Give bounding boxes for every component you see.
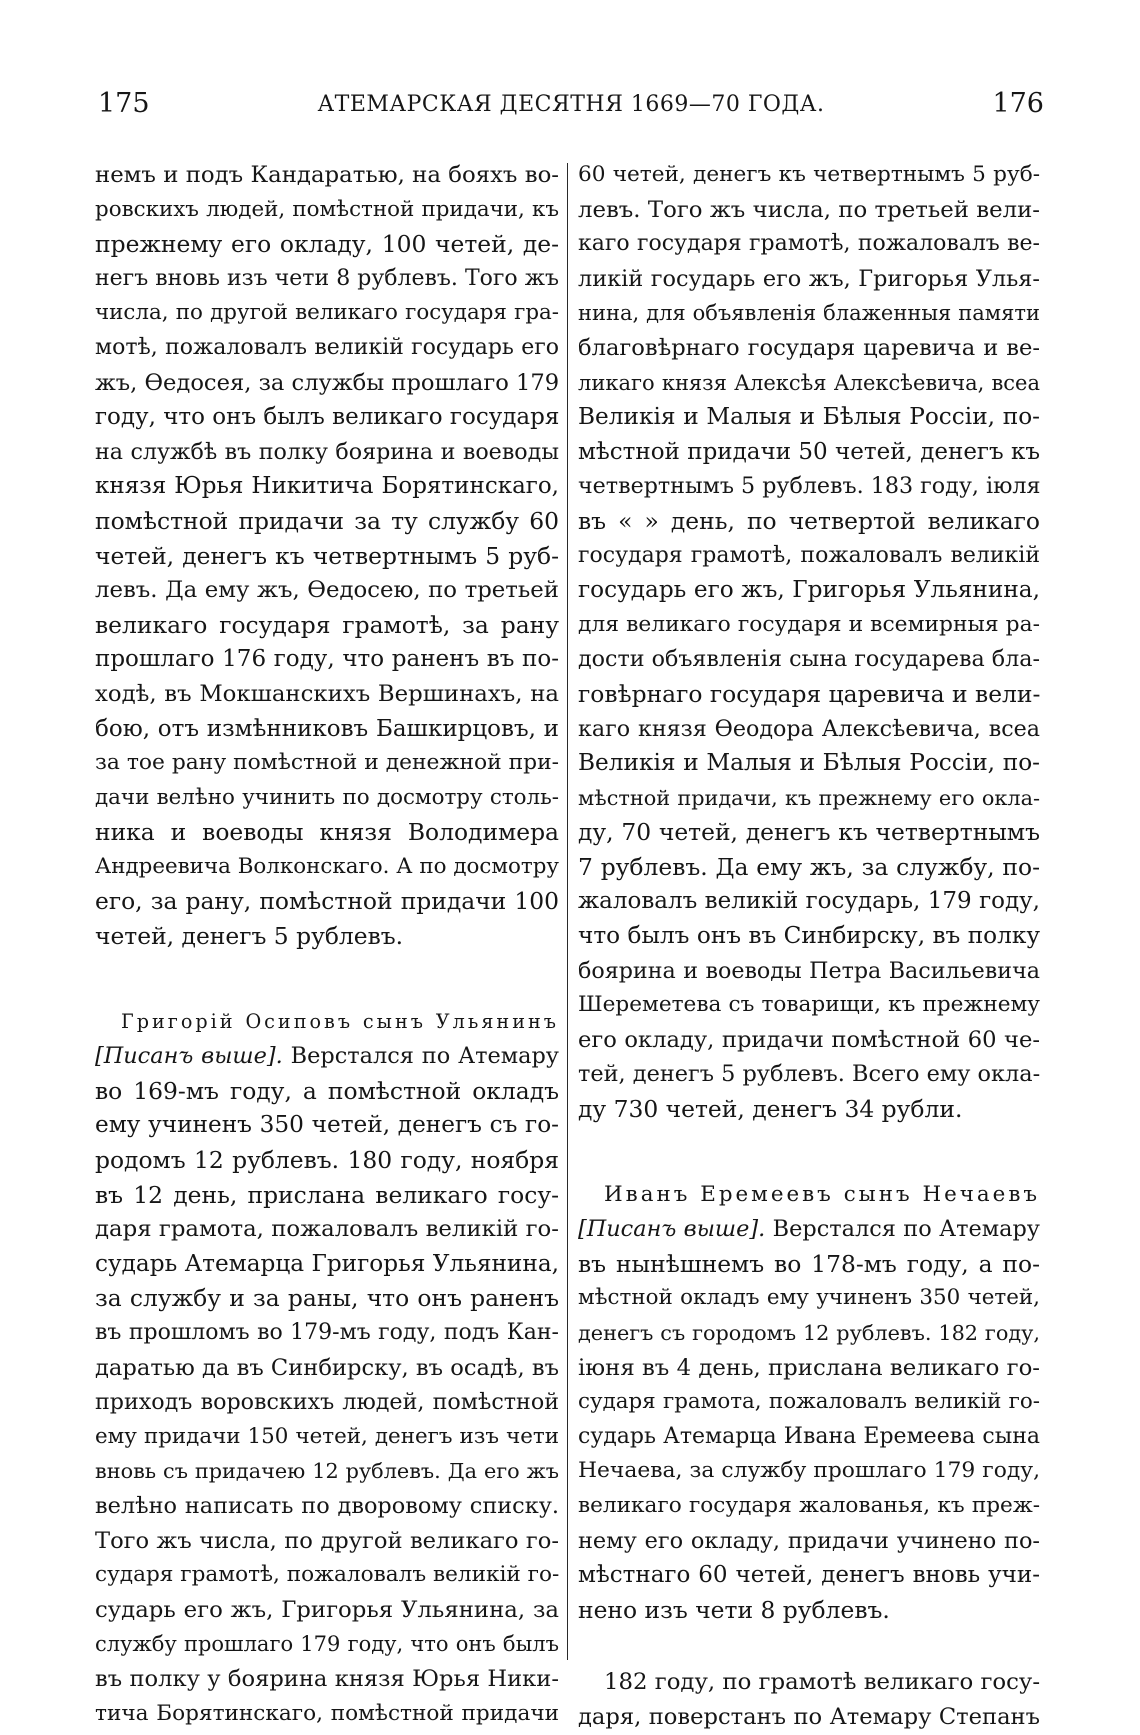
text-line: бою, отъ измѣнниковъ Башкирцовъ, и — [95, 715, 559, 742]
text-line: 60 четей, денегъ къ четвертнымъ 5 руб- — [578, 162, 1040, 187]
text-line: левъ. Того жъ числа, по третьей вели- — [578, 196, 1040, 223]
text-line: ду, 70 четей, денегъ къ четвертнымъ — [578, 818, 1040, 847]
text-line: сударь Атемарца Ивана Еремеева сына — [578, 1423, 1040, 1449]
text-line: тей, денегъ 5 рублевъ. Всего ему окла- — [578, 1061, 1040, 1088]
entry-note: [Писанъ выше]. — [95, 1043, 283, 1070]
paragraph-gap — [578, 1627, 1040, 1665]
entry-name: Григорій Осиповъ сынъ Ульянинъ — [121, 1009, 559, 1033]
text-line: даратью да въ Синбирску, въ осадѣ, въ — [95, 1354, 559, 1381]
text-line: прошлаго 176 году, что раненъ въ по- — [95, 646, 559, 673]
text-line: четей, денегъ къ четвертнымъ 5 руб- — [95, 541, 559, 570]
text-line: прежнему его окладу, 100 четей, де- — [95, 230, 559, 259]
text-line: числа, по другой великаго государя гра- — [95, 300, 559, 326]
text-line: ходѣ, въ Мокшанскихъ Вершинахъ, на — [95, 680, 559, 707]
text-line: приходъ воровскихъ людей, помѣстной — [95, 1389, 559, 1416]
text-line: родомъ 12 рублевъ. 180 году, ноября — [95, 1146, 559, 1175]
text-line: даря грамота, пожаловалъ великій го- — [95, 1216, 559, 1243]
text-line: въ полку у боярина князя Юрья Ники- — [95, 1665, 559, 1692]
text-line: Шереметева съ товарищи, къ прежнему — [578, 992, 1040, 1018]
text-line: даря, поверстанъ по Атемару Степанъ — [578, 1703, 1040, 1730]
text-line — [578, 1212, 1040, 1247]
text-line: Андреевича Волконскаго. А по досмотру — [95, 853, 559, 879]
left-column — [95, 158, 559, 1731]
text-line: службу прошлаго 179 году, что онъ былъ — [95, 1632, 559, 1657]
text-line: дачи велѣно учинить по досмотру столь- — [95, 784, 559, 810]
text-line: за службу и за раны, что онъ раненъ — [95, 1284, 559, 1313]
text-line: 7 рублевъ. Да ему жъ, за службу, по- — [578, 852, 1040, 881]
text-line: государь его жъ, Григорья Ульянина, — [578, 576, 1040, 604]
text-line: каго князя Ѳеодора Алексѣевича, всеа — [578, 715, 1040, 742]
text-line: іюня въ 4 день, прислана великаго го- — [578, 1354, 1040, 1381]
text-line: жъ, Ѳедосея, за службы прошлаго 179 — [95, 369, 559, 396]
text-line: сударь его жъ, Григорья Ульянина, за — [95, 1596, 559, 1623]
paragraph-stepan — [578, 1665, 1040, 1734]
text-line: мѣстной окладъ ему учиненъ 350 четей, — [578, 1285, 1040, 1311]
right-column — [578, 158, 1040, 1735]
text-line — [95, 1039, 559, 1074]
paragraph-fedosey — [95, 158, 559, 954]
text-line: вновь съ придачею 12 рублевъ. Да его жъ — [95, 1459, 559, 1484]
text-line: четей, денегъ 5 рублевъ. — [95, 922, 404, 951]
text-line: левъ. Да ему жъ, Ѳедосею, по третьей — [95, 577, 559, 604]
text-line: дости объявленія сына государева бла- — [578, 646, 1040, 673]
text-line: мѣстнаго 60 четей, денегъ вновь учи- — [578, 1562, 1040, 1589]
text-line: мѣстной придачи 50 четей, денегъ къ — [578, 438, 1040, 465]
text-line: Нечаева, за службу прошлаго 179 году, — [578, 1458, 1040, 1484]
text-line: 182 году, по грамотѣ великаго госу- — [604, 1669, 1040, 1696]
text-line: ему учиненъ 350 четей, денегъ съ го- — [95, 1111, 559, 1139]
text-line: ровскихъ людей, помѣстной придачи, къ — [95, 196, 559, 222]
text-line: сударь Атемарца Григорья Ульянина, — [95, 1249, 559, 1277]
entry-note: [Писанъ выше]. — [578, 1216, 766, 1243]
text-line: жаловалъ великій государь, 179 году, — [578, 888, 1040, 915]
text-line: въ прошломъ во 179-мъ году, подъ Кан- — [95, 1320, 559, 1345]
entry-name: Иванъ Еремеевъ сынъ Нечаевъ — [604, 1181, 1040, 1207]
paragraph-grigoriy-cont — [578, 158, 1040, 1127]
text-line: во 169-мъ году, а помѣстной окладъ — [95, 1076, 559, 1105]
running-header — [98, 88, 1044, 128]
text-line: Великія и Малыя и Бѣлыя Россіи, по- — [578, 749, 1040, 777]
text-line: нина, для объявленія блаженныя памяти — [578, 301, 1040, 326]
column-divider — [567, 163, 568, 1660]
text-line: Того жъ числа, по другой великаго го- — [95, 1527, 559, 1554]
text-line: нено изъ чети 8 рублевъ. — [578, 1595, 890, 1624]
text-line: великаго государя жалованья, къ преж- — [578, 1492, 1040, 1518]
entry-heading — [95, 1005, 559, 1040]
paragraph-grigoriy — [95, 1005, 559, 1731]
text-line: государя грамотѣ, пожаловалъ великій — [578, 542, 1040, 568]
text-line: сударя грамотѣ, пожаловалъ великій го- — [95, 1562, 559, 1588]
page-number-left: 175 — [98, 88, 150, 119]
text-line: денегъ съ городомъ 12 рублевъ. 182 году, — [578, 1321, 1040, 1345]
page-number-right: 176 — [992, 88, 1044, 119]
text-line: ликаго князя Алексѣя Алексѣевича, всеа — [578, 370, 1040, 395]
text-line: тича Борятинскаго, помѣстной придачи — [95, 1700, 559, 1726]
text-line: боярина и воеводы Петра Васильевича — [578, 957, 1040, 984]
text-line: на службѣ въ полку боярина и воеводы — [95, 438, 559, 465]
text-line: въ нынѣшнемъ во 178-мъ году, а по- — [578, 1249, 1040, 1278]
text-line: великаго государя грамотѣ, за рану — [95, 610, 559, 639]
text-line: негъ вновь изъ чети 8 рублевъ. Того жъ — [95, 265, 559, 291]
text-line: ликій государь его жъ, Григорья Улья- — [578, 265, 1040, 292]
text-line: мотѣ, пожаловалъ великій государь его — [95, 334, 559, 360]
paragraph-ivan — [578, 1178, 1040, 1628]
text-line: въ 12 день, прислана великаго госу- — [95, 1180, 559, 1209]
text-line: князя Юрья Никитича Борятинскаго, — [95, 473, 559, 500]
text-line: въ « » день, по четвертой великаго — [578, 506, 1040, 535]
text-line: ему придачи 150 четей, денегъ изъ чети — [95, 1423, 559, 1449]
text-line: сударя грамота, пожаловалъ великій го- — [578, 1389, 1040, 1415]
text-line: благовѣрнаго государя царевича и ве- — [578, 334, 1040, 361]
text-line: каго государя грамотѣ, пожаловалъ ве- — [578, 231, 1040, 257]
paragraph-gap — [95, 954, 559, 1005]
text-line: велѣно написать по дворовому списку. — [95, 1492, 559, 1519]
text-line: для великаго государя и всемирныя ра- — [578, 611, 1040, 637]
entry-heading — [578, 1178, 1040, 1213]
text-line: говѣрнаго государя царевича и вели- — [578, 679, 1040, 708]
text-line: его окладу, придачи помѣстной 60 че- — [578, 1026, 1040, 1053]
text-line: году, что онъ былъ великаго государя — [95, 404, 559, 431]
text-line: мѣстной придачи, къ прежнему его окла- — [578, 785, 1040, 810]
text-line: Великія и Малыя и Бѣлыя Россіи, по- — [578, 403, 1040, 431]
text-line: ника и воеводы князя Володимера — [95, 818, 559, 847]
text-line: помѣстной придачи за ту службу 60 — [95, 506, 559, 535]
text-line: четвертнымъ 5 рублевъ. 183 году, іюля — [578, 473, 1040, 500]
text-line: за тое рану помѣстной и денежной при- — [95, 750, 559, 776]
text-line: ду 730 четей, денегъ 34 рубли. — [578, 1095, 963, 1124]
text-fragment: Верстался по Атемару — [290, 1043, 559, 1070]
paragraph-gap — [578, 1127, 1040, 1178]
text-line: его, за рану, помѣстной придачи 100 — [95, 887, 559, 916]
page-title: АТЕМАРСКАЯ ДЕСЯТНЯ 1669—70 ГОДА. — [317, 92, 825, 117]
text-line: немъ и подъ Кандаратью, на бояхъ во- — [95, 162, 559, 188]
text-line: что былъ онъ въ Синбирску, въ полку — [578, 922, 1040, 950]
text-line: нему его окладу, придачи учинено по- — [578, 1527, 1040, 1554]
text-fragment: Верстался по Атемару — [772, 1216, 1040, 1243]
